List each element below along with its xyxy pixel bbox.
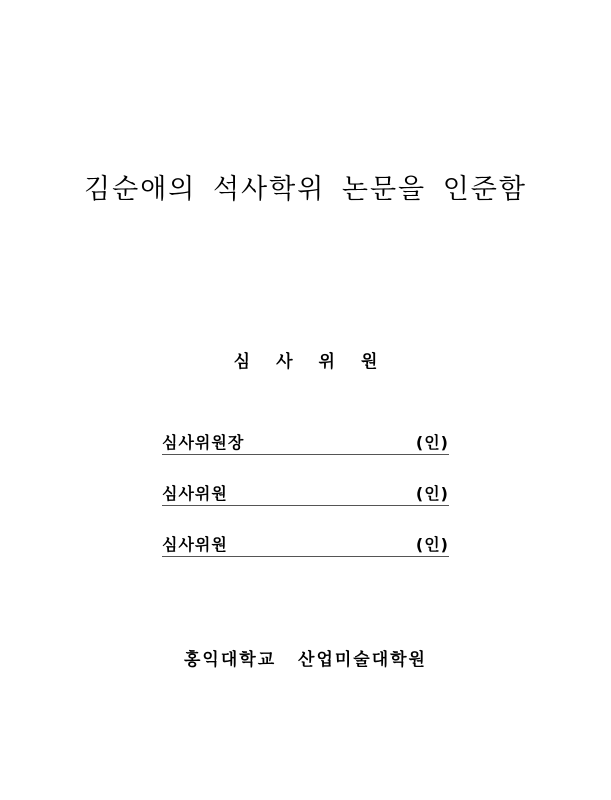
signature-role: 심사위원 xyxy=(162,535,228,554)
signature-role: 심사위원 xyxy=(162,484,228,503)
signature-line-chair xyxy=(162,430,449,455)
committee-heading-char: 위 xyxy=(318,352,335,372)
committee-heading-char: 사 xyxy=(276,352,293,372)
committee-heading-char: 원 xyxy=(360,352,378,372)
page-title: 김순애의 석사학위 논문을 인준함 xyxy=(84,174,527,205)
signature-line-member-2 xyxy=(162,532,449,557)
committee-heading xyxy=(0,350,611,374)
signature-role: 심사위원장 xyxy=(162,433,245,452)
signature-seal: (인) xyxy=(415,433,449,452)
signature-line-member-1 xyxy=(162,481,449,506)
signature-seal: (인) xyxy=(415,484,449,503)
signature-seal: (인) xyxy=(415,535,449,554)
committee-heading-char: 심 xyxy=(233,352,251,372)
institution-name: 홍익대학교 산업미술대학원 xyxy=(184,650,427,670)
